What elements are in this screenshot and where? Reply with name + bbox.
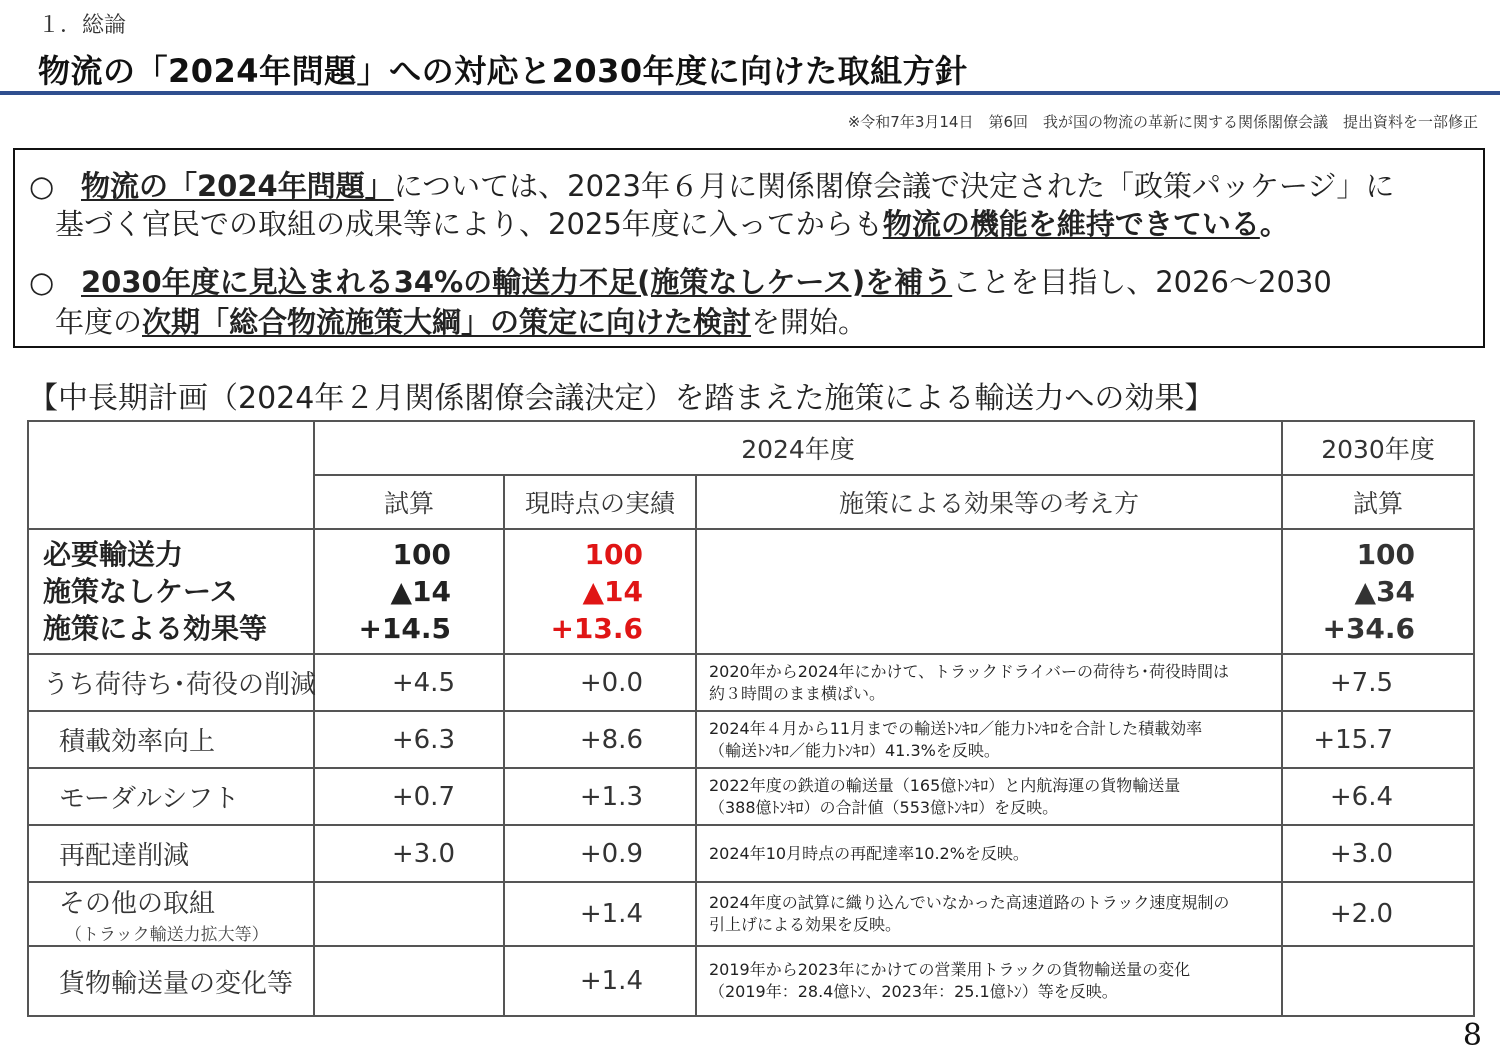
- row-2030: [1282, 946, 1474, 1016]
- summary-emphasis: 物流の「2024年問題」: [81, 169, 394, 203]
- note-line: 約３時間のまま横ばい。: [709, 683, 886, 703]
- summary-text: については、2023年６月に関係閣僚会議で決定された「政策パッケージ」に: [393, 169, 1395, 203]
- summary-point-1-cont: [55, 202, 1289, 243]
- value-required-capacity: 100: [584, 538, 643, 571]
- summary-point-1: [29, 164, 1394, 205]
- row-label: 貨物輸送量の変化等: [28, 946, 314, 1016]
- summary-text: 基づく官民での取組の成果等により、2025年度に入ってからも: [55, 207, 883, 241]
- row-2030: +15.7: [1282, 711, 1474, 768]
- row-2030: +3.0: [1282, 825, 1474, 882]
- summary-estimate: [314, 529, 504, 654]
- note-line: 2024年度の試算に織り込んでいなかった高速道路のトラック速度規制の: [709, 893, 1230, 912]
- row-note: [696, 946, 1282, 1016]
- row-estimate: [314, 946, 504, 1016]
- summary-approach-empty: [696, 529, 1282, 654]
- row-note: [696, 711, 1282, 768]
- label-required-capacity: 必要輸送力: [43, 538, 184, 571]
- table-row: [28, 654, 1474, 711]
- col-header-actual: 現時点の実績: [504, 475, 696, 529]
- note-line: 2020年から2024年にかけて、トラックドライバーの荷待ち･荷役時間は: [709, 661, 1229, 681]
- row-actual: +1.4: [504, 882, 696, 946]
- transport-capacity-table: [27, 420, 1475, 1017]
- summary-emphasis: 物流の機能を維持できている: [882, 207, 1260, 241]
- header-corner: [28, 421, 314, 529]
- col-header-approach: 施策による効果等の考え方: [696, 475, 1282, 529]
- row-label: 再配達削減: [28, 825, 314, 882]
- note-line: 2024年４月から11月までの輸送ﾄﾝｷﾛ／能力ﾄﾝｷﾛを合計した積載効率: [709, 718, 1203, 738]
- row-actual: +1.4: [504, 946, 696, 1016]
- row-2030: +7.5: [1282, 654, 1474, 711]
- note-line: （2019年：28.4億ﾄﾝ、2023年：25.1億ﾄﾝ）等を反映。: [709, 982, 1118, 1001]
- table-row: [28, 882, 1474, 946]
- section-label: １．総論: [38, 13, 127, 38]
- row-estimate: [314, 882, 504, 946]
- row-label: モーダルシフト: [28, 768, 314, 825]
- header-2024: 2024年度: [314, 421, 1282, 475]
- row-actual: +0.0: [504, 654, 696, 711]
- bullet-circle-icon: ○: [29, 169, 55, 203]
- row-actual: +0.9: [504, 825, 696, 882]
- note-line: 引上げによる効果を反映。: [709, 915, 902, 934]
- row-estimate: +6.3: [314, 711, 504, 768]
- note-line: 2019年から2023年にかけての営業用トラックの貨物輸送量の変化: [709, 960, 1191, 979]
- table-row: [28, 768, 1474, 825]
- row-note: [696, 654, 1282, 711]
- row-note: [696, 825, 1282, 882]
- row-note: [696, 882, 1282, 946]
- row-2030: +2.0: [1282, 882, 1474, 946]
- summary-point-2: [29, 260, 1332, 301]
- title-divider: [0, 91, 1500, 95]
- summary-box: [13, 148, 1485, 348]
- label-no-measures: 施策なしケース: [43, 575, 238, 608]
- page-title: 物流の「2024年問題」への対応と2030年度に向けた取組方針: [38, 52, 968, 90]
- value-required-capacity: 100: [1356, 538, 1416, 571]
- summary-actual: [504, 529, 696, 654]
- row-actual: +1.3: [504, 768, 696, 825]
- col-header-estimate-2030: 試算: [1282, 475, 1474, 529]
- row-note: [696, 768, 1282, 825]
- row-label: うち荷待ち･荷役の削減: [28, 654, 314, 711]
- value-required-capacity: 100: [392, 538, 451, 571]
- summary-text: 年度の: [55, 305, 143, 339]
- summary-text: ことを目指し、2026～2030: [952, 265, 1332, 299]
- value-measures-effect: +34.6: [1322, 612, 1416, 645]
- value-no-measures: ▲14: [582, 575, 643, 608]
- value-measures-effect: +13.6: [550, 612, 643, 645]
- note-line: （輸送ﾄﾝｷﾛ／能力ﾄﾝｷﾛ）41.3%を反映。: [709, 740, 1000, 760]
- value-no-measures: ▲14: [390, 575, 451, 608]
- summary-text: 。: [1259, 207, 1289, 241]
- table-row: [28, 946, 1474, 1016]
- summary-2030: [1282, 529, 1474, 654]
- note-line: 2022年度の鉄道の輸送量（165億ﾄﾝｷﾛ）と内航海運の貨物輸送量: [709, 775, 1181, 795]
- table-row: [28, 825, 1474, 882]
- row-label: その他の取組: [59, 889, 216, 919]
- summary-point-2-cont: [55, 300, 867, 341]
- source-note: ※令和7年3月14日 第6回 我が国の物流の革新に関する関係閣僚会議 提出資料を一部修正: [847, 113, 1478, 131]
- row-estimate: +4.5: [314, 654, 504, 711]
- col-header-estimate: 試算: [314, 475, 504, 529]
- summary-text: を開始。: [751, 305, 868, 339]
- row-2030: +6.4: [1282, 768, 1474, 825]
- page-number: 8: [1462, 1018, 1482, 1053]
- table-row: [28, 711, 1474, 768]
- bullet-circle-icon: ○: [29, 265, 55, 299]
- row-label: 積載効率向上: [28, 711, 314, 768]
- value-no-measures: ▲34: [1354, 575, 1416, 608]
- value-measures-effect: +14.5: [358, 612, 451, 645]
- row-estimate: +0.7: [314, 768, 504, 825]
- summary-labels: [28, 529, 314, 654]
- header-2030: 2030年度: [1282, 421, 1474, 475]
- summary-emphasis: 次期「総合物流施策大綱」の策定に向けた検討: [142, 305, 752, 339]
- summary-row: [28, 529, 1474, 654]
- row-sublabel: （トラック輸送力拡大等）: [65, 925, 269, 945]
- note-line: 2024年10月時点の再配達率10.2%を反映。: [709, 843, 1029, 863]
- row-label-cell: [28, 882, 314, 946]
- table-heading: 【中長期計画（2024年２月関係閣僚会議決定）を踏まえた施策による輸送力への効果】: [28, 381, 1215, 416]
- label-measures-effect: 施策による効果等: [43, 612, 268, 645]
- row-actual: +8.6: [504, 711, 696, 768]
- note-line: （388億ﾄﾝｷﾛ）の合計値（553億ﾄﾝｷﾛ）を反映。: [709, 797, 1059, 817]
- row-estimate: +3.0: [314, 825, 504, 882]
- summary-emphasis: 2030年度に見込まれる34%の輸送力不足(施策なしケース)を補う: [81, 265, 953, 299]
